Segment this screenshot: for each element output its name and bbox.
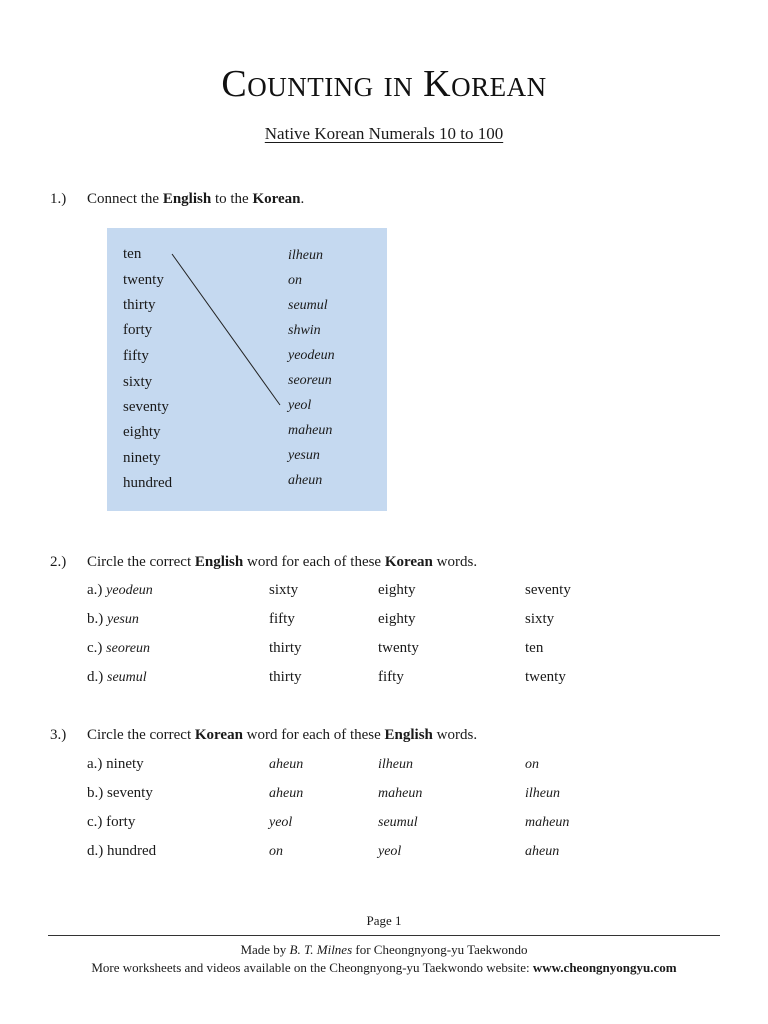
- question-3-prompt: Circle the correct Korean word for each of these English words.: [87, 727, 478, 743]
- answer-option[interactable]: sixty: [525, 611, 555, 627]
- question-1-prompt: Connect the English to the Korean.: [87, 191, 305, 207]
- english-word[interactable]: sixty: [123, 374, 153, 390]
- answer-option[interactable]: ilheun: [378, 757, 413, 772]
- page-subtitle: Native Korean Numerals 10 to 100: [264, 124, 504, 143]
- question-label: a.) ninety: [87, 756, 144, 772]
- korean-word[interactable]: ilheun: [288, 248, 323, 263]
- answer-option[interactable]: thirty: [269, 669, 302, 685]
- answer-option[interactable]: fifty: [269, 611, 295, 627]
- answer-option[interactable]: yeol: [269, 815, 293, 830]
- question-3-number: 3.): [50, 727, 67, 743]
- korean-word[interactable]: aheun: [288, 473, 323, 488]
- korean-word[interactable]: maheun: [288, 423, 333, 438]
- answer-option[interactable]: ilheun: [525, 786, 560, 801]
- page-title: Counting in Korean: [221, 63, 547, 105]
- footer-website-line: More worksheets and videos available on the Cheongnyong-yu Taekwondo website: www.cheongnyongyu.com: [91, 960, 677, 975]
- page-number: Page 1: [366, 913, 402, 928]
- korean-word[interactable]: seumul: [288, 298, 328, 313]
- english-word[interactable]: hundred: [123, 475, 173, 491]
- korean-word[interactable]: yeol: [288, 398, 312, 413]
- footer-divider: [48, 935, 720, 936]
- english-word[interactable]: twenty: [123, 272, 164, 288]
- english-word[interactable]: thirty: [123, 297, 156, 313]
- answer-option[interactable]: seventy: [525, 582, 571, 598]
- question-label: b.) seventy: [87, 785, 153, 801]
- answer-option[interactable]: eighty: [378, 582, 416, 598]
- answer-option[interactable]: aheun: [525, 844, 560, 859]
- korean-word[interactable]: seoreun: [288, 373, 332, 388]
- answer-option[interactable]: yeol: [378, 844, 402, 859]
- answer-option[interactable]: eighty: [378, 611, 416, 627]
- question-label: a.) yeodeun: [87, 582, 153, 598]
- question-label: c.) seoreun: [87, 640, 150, 656]
- question-label: c.) forty: [87, 814, 136, 830]
- answer-option[interactable]: maheun: [378, 786, 423, 801]
- korean-word[interactable]: yeodeun: [288, 348, 335, 363]
- answer-option[interactable]: ten: [525, 640, 544, 656]
- question-2-prompt: Circle the correct English word for each of these Korean words.: [87, 554, 478, 570]
- question-label: d.) seumul: [87, 669, 147, 685]
- english-word[interactable]: eighty: [123, 424, 161, 440]
- answer-option[interactable]: maheun: [525, 815, 570, 830]
- question-label: b.) yesun: [87, 611, 139, 627]
- website-link[interactable]: www.cheongnyongyu.com: [532, 960, 677, 975]
- english-word[interactable]: fifty: [123, 348, 149, 364]
- english-word[interactable]: seventy: [123, 399, 169, 415]
- answer-option[interactable]: twenty: [378, 640, 419, 656]
- answer-option[interactable]: seumul: [378, 815, 418, 830]
- english-word[interactable]: ninety: [123, 450, 161, 466]
- english-word[interactable]: ten: [123, 246, 142, 262]
- matching-box: [107, 228, 387, 511]
- english-word[interactable]: forty: [123, 322, 153, 338]
- answer-option[interactable]: on: [525, 757, 539, 772]
- answer-option[interactable]: on: [269, 844, 283, 859]
- question-2-number: 2.): [50, 554, 67, 570]
- answer-option[interactable]: thirty: [269, 640, 302, 656]
- answer-option[interactable]: sixty: [269, 582, 299, 598]
- answer-option[interactable]: aheun: [269, 786, 304, 801]
- korean-word[interactable]: on: [288, 273, 302, 288]
- korean-word[interactable]: shwin: [288, 323, 321, 338]
- answer-option[interactable]: twenty: [525, 669, 566, 685]
- question-label: d.) hundred: [87, 843, 157, 859]
- question-1-number: 1.): [50, 191, 67, 207]
- footer-credit: Made by B. T. Milnes for Cheongnyong-yu Taekwondo: [240, 942, 528, 957]
- answer-option[interactable]: aheun: [269, 757, 304, 772]
- answer-option[interactable]: fifty: [378, 669, 404, 685]
- korean-word[interactable]: yesun: [288, 448, 320, 463]
